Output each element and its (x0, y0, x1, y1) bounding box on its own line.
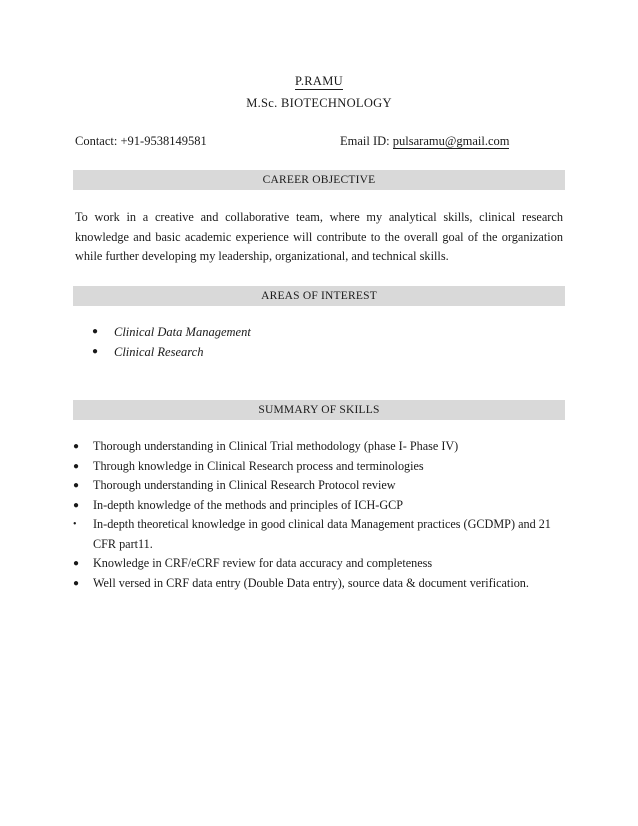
list-item (92, 342, 251, 362)
career-objective-text: To work in a creative and collaborative team, where my analytical skills, clinical research knowledge and basic academic experience will contribute to the overall goal of the organization while further developing my leadership, organizational, and technical skills. (75, 210, 563, 263)
bullet-icon: ● (92, 346, 99, 357)
skill-item-text: Knowledge in CRF/eCRF review for data accuracy and completeness (93, 556, 433, 570)
contact-label: Contact: (75, 134, 118, 148)
bullet-icon: ● (73, 480, 80, 491)
bullet-icon: ● (73, 499, 80, 511)
bullet-icon: ● (92, 326, 99, 337)
bullet-icon: ● (73, 460, 80, 472)
bullet-icon: • (73, 519, 77, 530)
list-item (92, 322, 251, 342)
skill-item-text: Thorough understanding in Clinical Research Protocol review (93, 478, 396, 492)
candidate-name-text: P.RAMU (295, 74, 343, 88)
email-link[interactable]: pulsaramu@gmail.com (392, 134, 510, 148)
interest-item-text: Clinical Data Management (114, 325, 251, 339)
areas-of-interest-heading: AREAS OF INTEREST (73, 286, 565, 306)
summary-of-skills-heading: SUMMARY OF SKILLS (73, 400, 565, 420)
list-item (73, 496, 563, 516)
skill-item-text: In-depth theoretical knowledge in good clinical data Management practices (GCDMP) and 21 CFR part11. (93, 517, 551, 551)
list-item (73, 437, 563, 457)
contact-phone-value: +91-9538149581 (120, 134, 207, 148)
candidate-degree: M.Sc. BIOTECHNOLOGY (246, 96, 392, 110)
contact-email (340, 134, 509, 149)
areas-of-interest-list (92, 322, 251, 362)
email-label: Email ID: (340, 134, 390, 148)
summary-of-skills-list (73, 437, 563, 593)
candidate-name (0, 74, 638, 89)
interest-item-text: Clinical Research (114, 345, 204, 359)
bullet-icon: ● (73, 577, 80, 589)
list-item (73, 574, 563, 594)
skill-item-text: Through knowledge in Clinical Research process and terminologies (93, 458, 424, 473)
skill-item-text: Thorough understanding in Clinical Trial methodology (phase I- Phase IV) (93, 439, 459, 453)
contact-phone (75, 134, 207, 149)
skill-item-text: In-depth knowledge of the methods and principles of ICH-GCP (93, 497, 404, 512)
skill-item-text: Well versed in CRF data entry (Double Data entry), source data & document verification. (93, 575, 529, 590)
list-item (73, 476, 563, 496)
bullet-icon: ● (73, 558, 80, 569)
list-item (73, 515, 563, 554)
bullet-icon: ● (73, 441, 80, 452)
list-item (73, 554, 563, 574)
career-objective-heading: CAREER OBJECTIVE (73, 170, 565, 190)
list-item (73, 457, 563, 477)
